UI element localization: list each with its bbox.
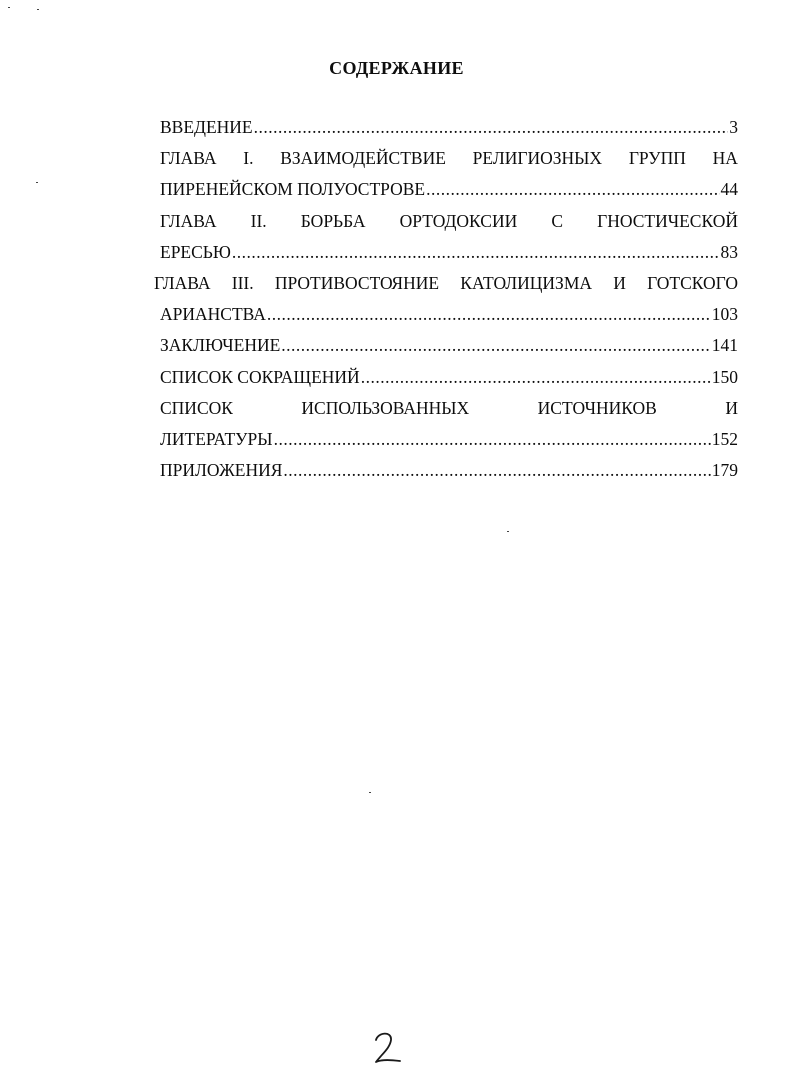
dot-leader bbox=[281, 335, 710, 356]
toc-word: ГЛАВА bbox=[154, 272, 211, 293]
table-of-contents bbox=[154, 117, 738, 491]
toc-entry-appendices[interactable] bbox=[160, 460, 738, 491]
toc-word: ПРОТИВОСТОЯНИЕ bbox=[274, 272, 440, 293]
toc-entry-abbreviations[interactable] bbox=[160, 367, 738, 398]
toc-entry-chapter-2-cont[interactable] bbox=[160, 242, 738, 273]
toc-entry-title: ВВЕДЕНИЕ bbox=[160, 117, 253, 137]
toc-entry-title: ПИРЕНЕЙСКОМ ПОЛУОСТРОВЕ bbox=[160, 179, 426, 200]
toc-entry-title: ПРИЛОЖЕНИЯ bbox=[160, 460, 283, 481]
toc-entry-sources-cont[interactable] bbox=[160, 429, 738, 460]
scan-speck bbox=[8, 7, 10, 8]
toc-entry-chapter-1[interactable] bbox=[160, 148, 738, 179]
toc-page-number: 141 bbox=[711, 335, 738, 356]
toc-word: БОРЬБА bbox=[300, 210, 366, 231]
toc-word: ОРТОДОКСИИ bbox=[399, 210, 518, 231]
toc-entry-sources[interactable] bbox=[160, 398, 738, 429]
toc-entry-title: СПИСОК СОКРАЩЕНИЙ bbox=[160, 366, 360, 387]
toc-page-number: 152 bbox=[711, 428, 738, 449]
toc-word: И bbox=[725, 397, 738, 418]
dot-leader bbox=[361, 367, 711, 388]
toc-page-number: 44 bbox=[720, 179, 738, 200]
toc-word: ГЛАВА bbox=[160, 148, 217, 169]
toc-entry-chapter-1-cont[interactable] bbox=[160, 179, 738, 210]
toc-word: ГНОСТИЧЕСКОЙ bbox=[597, 210, 738, 231]
toc-word: КАТОЛИЦИЗМА bbox=[460, 272, 593, 293]
scan-speck bbox=[36, 182, 38, 183]
toc-entry-chapter-3-cont[interactable] bbox=[160, 304, 738, 335]
toc-entry-conclusion[interactable] bbox=[160, 335, 738, 366]
toc-entry-title: ЕРЕСЬЮ bbox=[160, 241, 231, 262]
dot-leader bbox=[254, 117, 729, 138]
dot-leader bbox=[426, 179, 719, 200]
toc-word: ГОТСКОГО bbox=[647, 272, 738, 293]
toc-page-number: 3 bbox=[729, 117, 738, 137]
scan-speck bbox=[507, 531, 509, 532]
dot-leader bbox=[267, 304, 711, 325]
page-title: СОДЕРЖАНИЕ bbox=[329, 58, 464, 78]
toc-page-number: 179 bbox=[711, 460, 738, 481]
toc-page-number: 103 bbox=[711, 304, 738, 325]
dot-leader bbox=[274, 429, 711, 450]
toc-word: ГРУПП bbox=[628, 148, 686, 169]
toc-entry-title: ЛИТЕРАТУРЫ bbox=[160, 428, 273, 449]
toc-entry-title: АРИАНСТВА bbox=[160, 304, 266, 325]
scan-speck bbox=[369, 792, 371, 793]
toc-word: ИСПОЛЬЗОВАННЫХ bbox=[301, 397, 470, 418]
toc-word: РЕЛИГИОЗНЫХ bbox=[472, 148, 603, 169]
toc-word: И bbox=[613, 272, 626, 293]
toc-word: ИСТОЧНИКОВ bbox=[537, 397, 657, 418]
toc-word: НА bbox=[712, 148, 738, 169]
dot-leader bbox=[232, 242, 720, 263]
dot-leader bbox=[283, 460, 710, 481]
toc-word: III. bbox=[231, 272, 254, 293]
toc-word: С bbox=[551, 210, 564, 231]
scan-speck bbox=[37, 9, 39, 10]
toc-word: ВЗАИМОДЕЙСТВИЕ bbox=[280, 148, 446, 169]
toc-entry-title: ЗАКЛЮЧЕНИЕ bbox=[160, 335, 281, 356]
toc-word: СПИСОК bbox=[160, 397, 233, 418]
toc-entry-chapter-3[interactable] bbox=[154, 273, 738, 304]
toc-page-number: 150 bbox=[711, 366, 738, 387]
toc-word: ГЛАВА bbox=[160, 210, 217, 231]
toc-entry-chapter-2[interactable] bbox=[160, 211, 738, 242]
toc-entry-introduction[interactable] bbox=[160, 117, 738, 148]
handwritten-page-number bbox=[368, 1028, 408, 1068]
toc-word: I. bbox=[243, 148, 254, 169]
toc-word: II. bbox=[250, 210, 267, 231]
toc-page-number: 83 bbox=[720, 241, 738, 262]
